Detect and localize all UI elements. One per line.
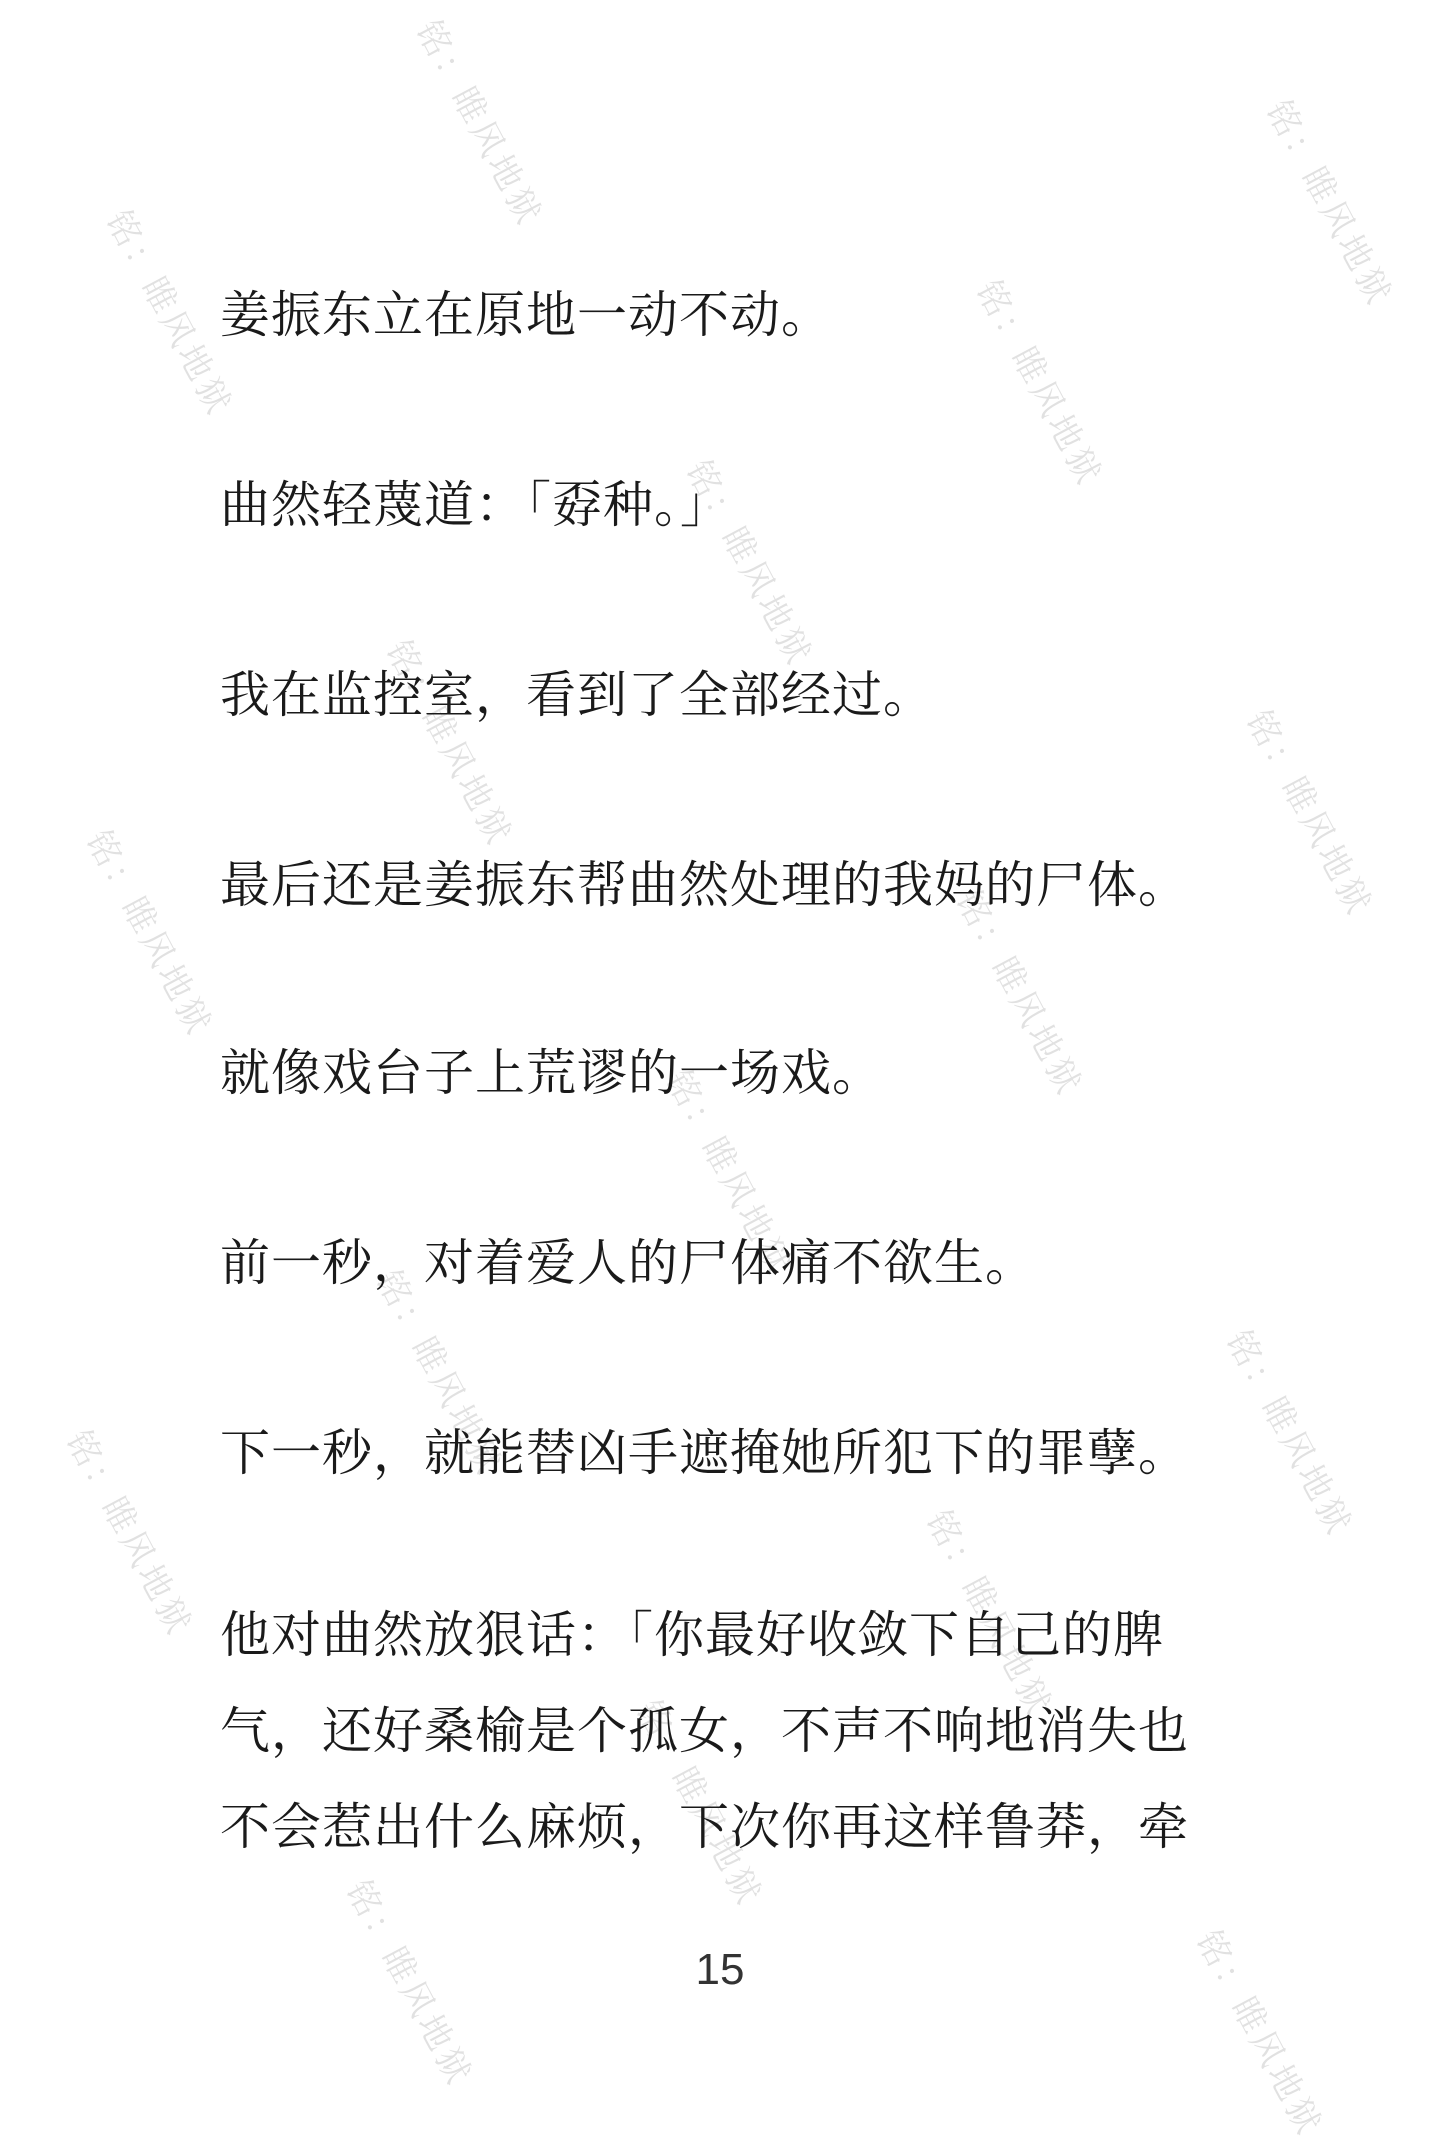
watermark: 铭：睢风地狱 [57, 1423, 200, 1644]
watermark: 铭：睢风地狱 [1237, 703, 1380, 924]
paragraph [220, 1587, 1240, 1875]
watermark: 铭：睢风地狱 [1257, 93, 1400, 314]
watermark: 铭：睢风地狱 [377, 633, 520, 854]
watermark: 铭：睢风地狱 [1187, 1923, 1330, 2144]
paragraph: 下一秒，就能替凶手遮掩她所犯下的罪孽。 [220, 1424, 1189, 1482]
watermark: 铭：睢风地狱 [917, 1503, 1060, 1724]
paragraph: 曲然轻蔑道：「孬种。」 [220, 476, 731, 534]
paragraph: 最后还是姜振东帮曲然处理的我妈的尸体。 [220, 856, 1189, 914]
watermark: 铭：睢风地狱 [77, 823, 220, 1044]
watermark: 铭：睢风地狱 [967, 273, 1110, 494]
watermark: 铭：睢风地狱 [627, 1693, 770, 1914]
watermark: 铭：睢风地狱 [677, 453, 820, 674]
paragraph-line: 气，还好桑榆是个孤女，不声不响地消失也 [220, 1702, 1189, 1760]
paragraph: 我在监控室，看到了全部经过。 [220, 666, 934, 724]
watermark: 铭：睢风地狱 [337, 1873, 480, 2094]
paragraph: 就像戏台子上荒谬的一场戏。 [220, 1044, 883, 1102]
watermark: 铭：睢风地狱 [97, 203, 240, 424]
paragraph-line: 他对曲然放狠话：「你最好收敛下自己的脾 [220, 1606, 1164, 1664]
watermark: 铭：睢风地狱 [947, 883, 1090, 1104]
watermark: 铭：睢风地狱 [1217, 1323, 1360, 1544]
paragraph: 姜振东立在原地一动不动。 [220, 286, 832, 344]
page-number: 15 [695, 1945, 745, 1994]
paragraph: 前一秒，对着爱人的尸体痛不欲生。 [220, 1234, 1036, 1292]
watermark: 铭：睢风地狱 [657, 1063, 800, 1284]
paragraph-line: 不会惹出什么麻烦，下次你再这样鲁莽，牵 [220, 1798, 1189, 1856]
watermark: 铭：睢风地狱 [367, 1263, 510, 1484]
watermark: 铭：睢风地狱 [407, 13, 550, 234]
